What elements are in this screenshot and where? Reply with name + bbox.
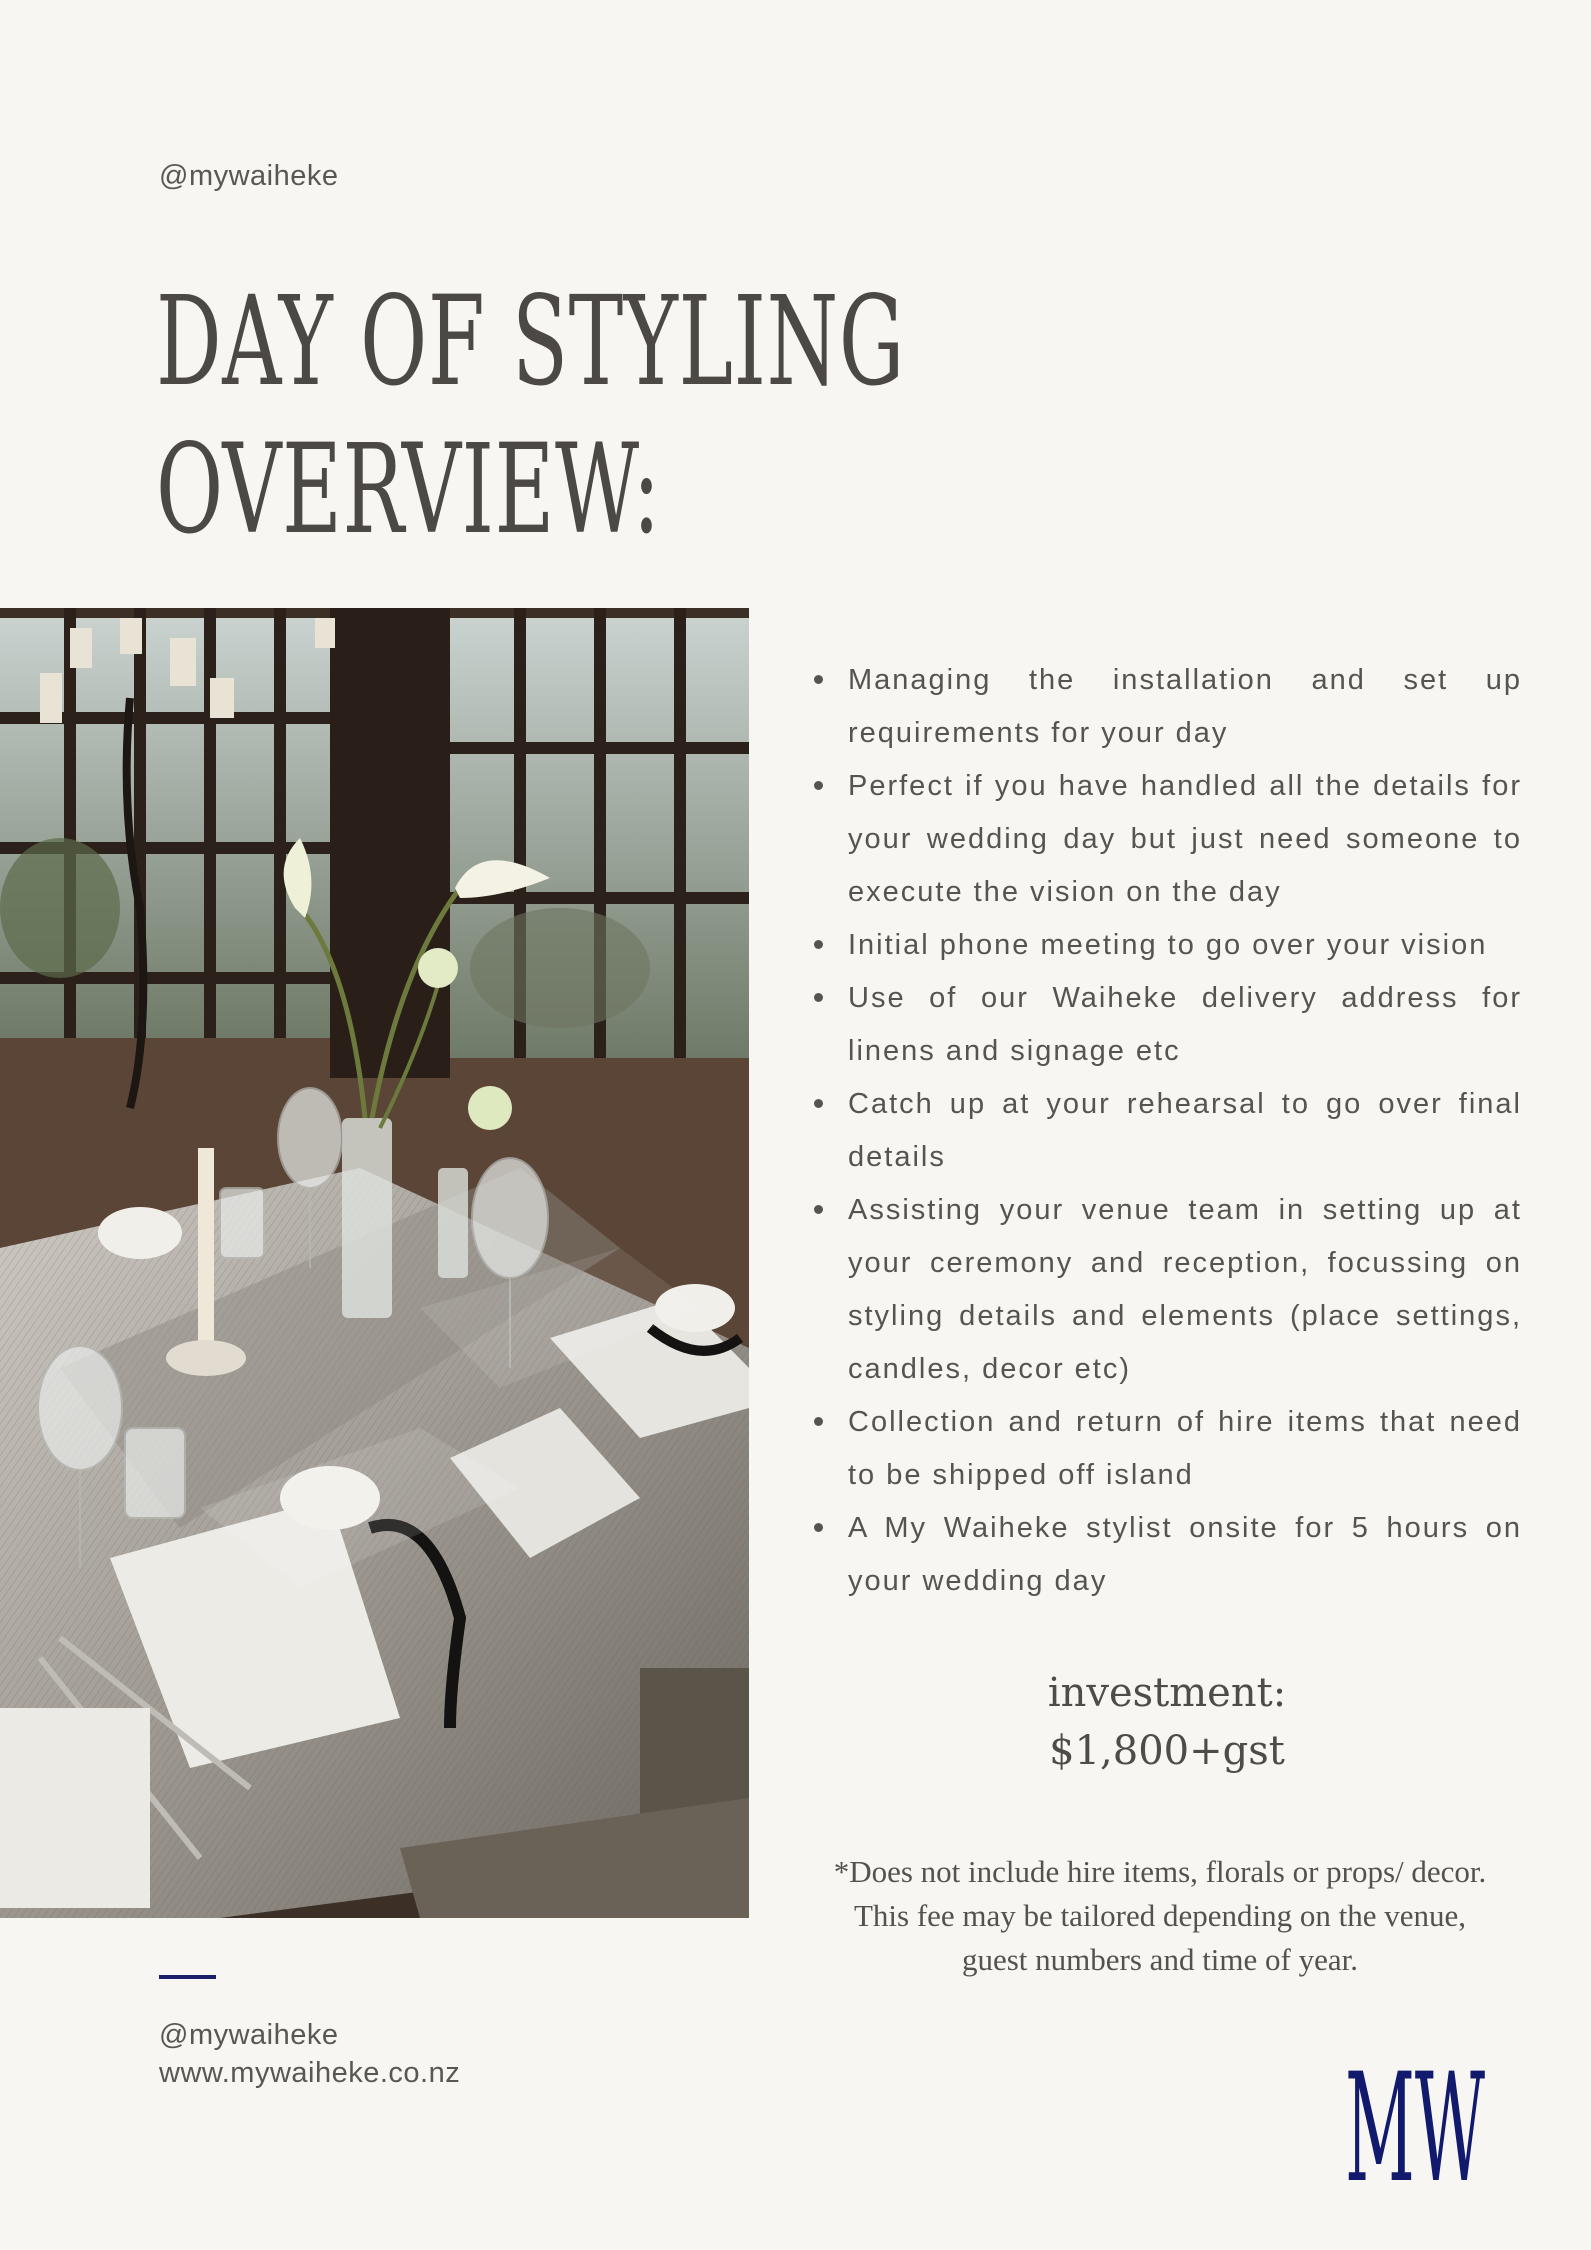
- service-item: [812, 1184, 1522, 1396]
- bullet-dot-icon: [814, 1205, 823, 1214]
- investment-price: $1,800+gst: [1049, 1728, 1285, 1774]
- disclaimer-line-1: *Does not include hire items, florals or props/ decor.: [833, 1854, 1487, 1889]
- service-item: [812, 1396, 1522, 1502]
- disclaimer: [790, 1850, 1530, 1982]
- page-title-line-2: OVERVIEW:: [156, 418, 661, 562]
- accent-divider: [159, 1975, 216, 1979]
- service-item: [812, 919, 1522, 972]
- service-item: [812, 972, 1522, 1078]
- mw-monogram-logo: [1340, 2052, 1490, 2187]
- bullet-dot-icon: [814, 1417, 823, 1426]
- disclaimer-line-2: This fee may be tailored depending on the venue,: [853, 1898, 1467, 1933]
- footer-handle: @mywaiheke: [159, 2019, 339, 2051]
- logo-monogram-text: MW: [1345, 2052, 1485, 2187]
- disclaimer-line-3: guest numbers and time of year.: [961, 1942, 1358, 1977]
- page-title-line-1: DAY OF STYLING: [156, 270, 905, 414]
- footer-contact: [159, 2016, 460, 2092]
- header-handle: @mywaiheke: [159, 160, 339, 192]
- bullet-dot-icon: [814, 940, 823, 949]
- service-item-text: Initial phone meeting to go over your vision: [848, 929, 1488, 961]
- service-item-text: Assisting your venue team in setting up at your ceremony and reception, focussing on styling details and elements (place settings, candles, decor etc): [848, 1194, 1522, 1385]
- table-setting-photo: [0, 608, 749, 1918]
- bullet-dot-icon: [814, 993, 823, 1002]
- service-item-text: Use of our Waiheke delivery address for linens and signage etc: [848, 982, 1522, 1067]
- bullet-dot-icon: [814, 1099, 823, 1108]
- service-item-text: Collection and return of hire items that need to be shipped off island: [848, 1406, 1522, 1491]
- service-item: [812, 760, 1522, 919]
- page-title: [156, 268, 905, 564]
- bullet-dot-icon: [814, 781, 823, 790]
- bullet-dot-icon: [814, 675, 823, 684]
- investment-label: investment:: [1047, 1670, 1287, 1716]
- service-item: [812, 1078, 1522, 1184]
- table-setting-illustration: [0, 608, 749, 1918]
- window-frame: [0, 608, 749, 1078]
- service-item-text: Catch up at your rehearsal to go over final details: [848, 1088, 1522, 1173]
- service-item: [812, 1502, 1522, 1608]
- service-item-text: Perfect if you have handled all the details for your wedding day but just need someone to execute the vision on the day: [848, 770, 1522, 908]
- bullet-dot-icon: [814, 1523, 823, 1532]
- service-item: [812, 654, 1522, 760]
- footer-website-link[interactable]: www.mywaiheke.co.nz: [159, 2057, 461, 2089]
- service-list: [812, 654, 1522, 1608]
- investment-block: [812, 1664, 1522, 1780]
- service-item-text: A My Waiheke stylist onsite for 5 hours on your wedding day: [848, 1512, 1522, 1597]
- service-item-text: Managing the installation and set up requirements for your day: [848, 664, 1522, 749]
